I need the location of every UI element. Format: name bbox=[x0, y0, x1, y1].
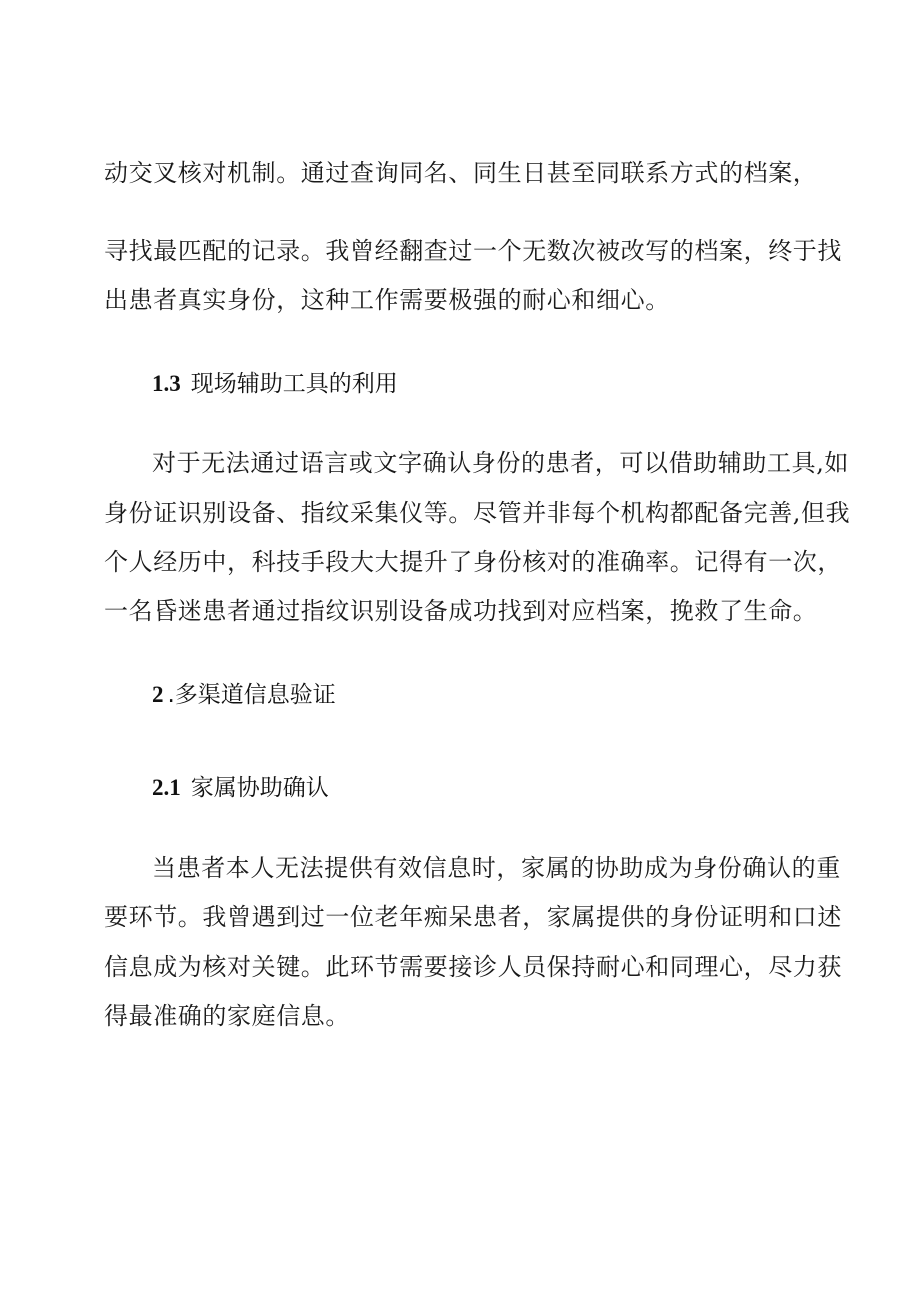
paragraph-line: 出患者真实身份，这种工作需要极强的耐心和细心。 bbox=[104, 286, 670, 314]
section-heading-2 bbox=[152, 678, 336, 712]
section-heading-2-1 bbox=[152, 771, 329, 805]
section-title: 家属协助确认 bbox=[190, 775, 329, 801]
section-number: 1.3 bbox=[152, 371, 181, 396]
paragraph-line: 信息成为核对关键。此环节需要接诊人员保持耐心和同理心，尽力获 bbox=[104, 953, 842, 981]
paragraph-line: 对于无法通过语言或文字确认身份的患者，可以借助辅助工具,如 bbox=[152, 449, 850, 477]
section-heading-1-3 bbox=[152, 367, 398, 401]
paragraph-line: 身份证识别设备、指纹采集仪等。尽管并非每个机构都配备完善,但我 bbox=[104, 499, 851, 527]
section-title: .多渠道信息验证 bbox=[167, 682, 336, 708]
paragraph-line: 要环节。我曾遇到过一位老年痴呆患者，家属提供的身份证明和口述 bbox=[104, 903, 842, 931]
paragraph-line: 一名昏迷患者通过指纹识别设备成功找到对应档案，挽救了生命。 bbox=[104, 597, 818, 625]
section-title: 现场辅助工具的利用 bbox=[190, 371, 398, 397]
paragraph-line: 动交叉核对机制。通过查询同名、同生日甚至同联系方式的档案， bbox=[104, 159, 818, 187]
section-number: 2 bbox=[152, 682, 164, 707]
section-number: 2.1 bbox=[152, 775, 181, 800]
paragraph-line: 得最准确的家庭信息。 bbox=[104, 1002, 350, 1030]
paragraph-line: 当患者本人无法提供有效信息时，家属的协助成为身份确认的重 bbox=[152, 854, 841, 882]
paragraph-line: 寻找最匹配的记录。我曾经翻查过一个无数次被改写的档案，终于找 bbox=[104, 237, 842, 265]
paragraph-line: 个人经历中，科技手段大大提升了身份核对的准确率。记得有一次， bbox=[104, 548, 842, 576]
